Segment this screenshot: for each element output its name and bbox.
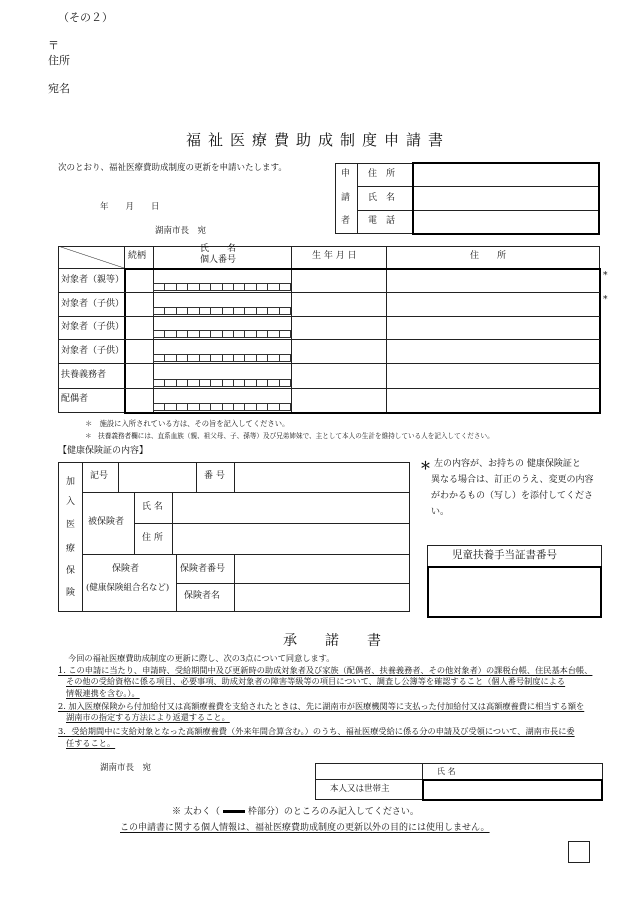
id-number-boxes[interactable] [153,330,291,338]
privacy-notice: この申請書に関する個人情報は、福祉医療費助成制度の更新以外の目的には使用しません。 [120,823,490,833]
row-label-2: 対象者（子供） [61,299,125,309]
insurance-side-1: 加 [66,477,76,487]
insurance-note-line-3: がわかるもの（写し）を添付してくださ [431,491,594,501]
asterisk-1: * [603,271,608,281]
row-label-6: 配偶者 [61,394,89,404]
addressee-label: 宛名 [48,82,70,95]
applicant-side-1: 申 [341,169,351,179]
row-label-1: 対象者（親等） [61,275,125,285]
insured-label: 被保険者 [88,517,125,527]
consent-intro: 今回の福祉医療費助成制度の更新に際し、次の3点について同意します。 [68,653,335,663]
postal-mark: 〒 [48,39,59,52]
insurance-note-line-1: 左の内容が、お持ちの 健康保険証と [434,459,581,469]
consent-line-1: 1. この申請に当たり、申請時、受給期間中及び更新時の助成対象者及び家族（配偶者、扶養義務者、その他対象者）の課税台帳、住民基本台帳、 [58,665,593,675]
id-number-boxes[interactable] [153,283,291,291]
header-id-number: 個人番号 [200,255,237,265]
consent-line-5: 湖南市の指定する方法により返還すること。 [66,712,230,722]
footer-note-legend: 枠部分）のところのみ記入してください。 [247,807,419,817]
header-birthdate: 生 年 月 日 [312,251,357,261]
id-number-boxes[interactable] [153,354,291,362]
applicant-side-3: 者 [341,216,351,226]
insured-address-label: 住 所 [142,533,163,543]
symbol-label: 記号 [90,471,109,481]
header-address: 住 所 [470,251,507,261]
consent-line-2: その他の受給資格に係る項目、必要事項、助成対象者の障害等級等の項目について、調査し公簿等を確認すること（個人番号制度による [66,676,566,686]
insurance-note-line-2: 異なる場合は、訂正のうえ、変更の内容 [431,475,594,485]
insurance-section-title: 【健康保険証の内容】 [58,446,149,456]
insurer-sub-label: (健康保険組合名など) [86,583,170,593]
signature-input[interactable] [426,781,598,799]
date-line: 年 月 日 [100,202,160,212]
row-label-3: 対象者（子供） [61,322,125,332]
insurance-side-3: 医 [66,520,76,530]
header-relation: 続柄 [128,251,147,261]
consent-title: 承 諾 書 [283,633,381,649]
insured-name-label: 氏 名 [142,502,163,512]
intro-text: 次のとおり、福祉医療費助成制度の更新を申請いたします。 [58,163,287,173]
applicant-side-2: 請 [341,193,351,203]
applicant-phone-label: 電 話 [368,216,396,226]
insurance-note-mark: ＊ [420,459,431,472]
mayor-line: 湖南市長 宛 [155,226,207,236]
applicant-name-label: 氏 名 [368,193,396,203]
child-allowance-label: 児童扶養手当証書番号 [452,549,557,561]
id-number-boxes[interactable] [153,403,291,411]
id-number-boxes[interactable] [153,379,291,387]
insurance-side-6: 険 [66,588,76,598]
insurer-label: 保険者 [112,564,140,574]
insurance-side-4: 療 [66,544,76,554]
insurance-side-5: 保 [66,566,76,576]
signature-name-label: 氏 名 [437,767,456,776]
page-number: （その２） [58,11,113,24]
footer-note-prefix: ※ 太わく（ [172,807,220,817]
applicant-name-input[interactable] [416,189,596,208]
insurance-note-line-4: い。 [431,507,450,517]
id-number-boxes[interactable] [153,307,291,315]
footer-note [172,808,419,817]
insurance-side-2: 入 [66,497,76,507]
applicant-address-input[interactable] [416,165,596,184]
consent-mayor: 湖南市長 宛 [100,763,152,773]
applicant-phone-input[interactable] [416,212,596,231]
consent-line-6: 3．受給期間中に支給対象となった高額療養費（外来年間合算含む。）のうち、福祉医療受給に係る分の申請及び受領について、湖南市長に委 [58,726,575,736]
signature-role-label: 本人又は世帯主 [330,784,390,794]
row-label-5: 扶養義務者 [61,370,107,380]
applicant-address-label: 住 所 [368,169,396,179]
consent-line-4: 2. 加入医療保険から付加給付又は高額療養費を支給されたときは、先に湖南市が医療機関等に支払った付加給付又は高額療養費に相当する額を [58,701,585,711]
insurer-name-label: 保険者名 [184,591,221,601]
page-title: 福祉医療費助成制度申請書 [186,131,451,149]
row-label-4: 対象者（子供） [61,346,125,356]
note-support-obligor: ＊ 扶養義務者欄には、直系血族（親、祖父母、子、孫等）及び兄弟姉妹で、主として本人の生計を維持している人を記入してください。 [85,432,494,440]
thick-line-legend-icon [223,810,245,813]
consent-line-7: 任すること。 [66,738,116,748]
consent-line-3: 情報連携を含む。）。 [66,688,140,698]
header-name: 氏 名 [200,244,237,254]
child-allowance-input[interactable] [432,570,597,614]
address-label: 住所 [48,54,70,67]
number-label: 番 号 [204,471,225,481]
note-facility: ＊ 施設に入所されている方は、その旨を記入してください。 [85,419,290,428]
corner-checkbox[interactable] [568,841,590,863]
asterisk-2: * [603,295,608,305]
insurer-number-label: 保険者番号 [180,564,226,574]
